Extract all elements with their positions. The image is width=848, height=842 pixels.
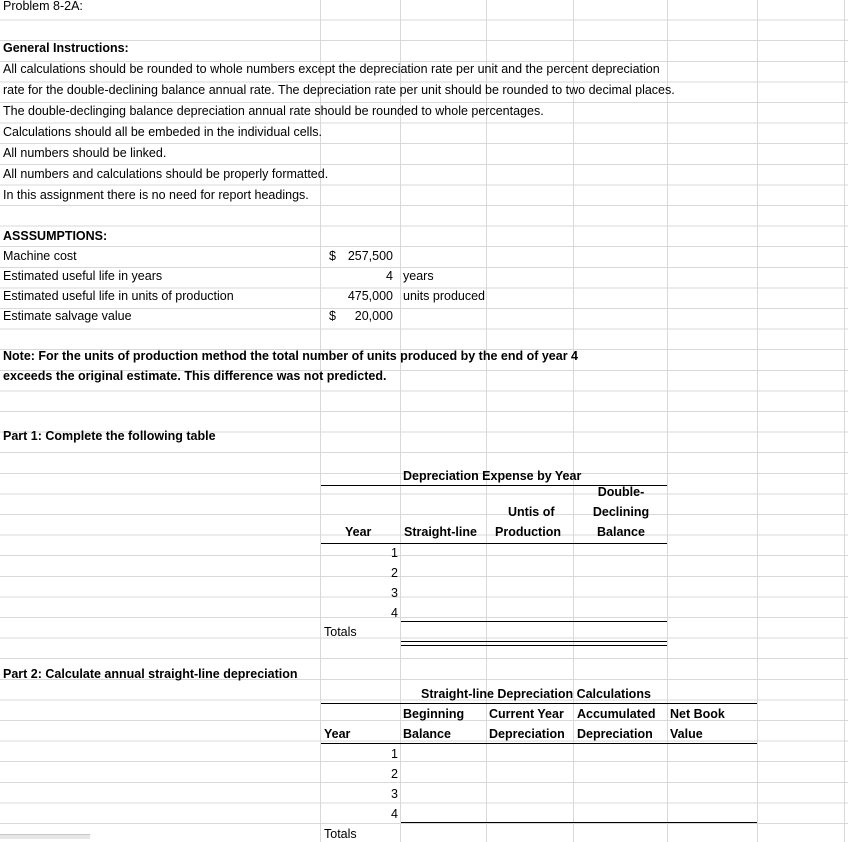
assumption-label-salvage: Estimate salvage value — [3, 309, 132, 323]
part1-total-border — [401, 621, 667, 622]
part1-heading: Part 1: Complete the following table — [3, 429, 216, 443]
note-line: exceeds the original estimate. This difference was not predicted. — [3, 369, 387, 383]
instruction-line: In this assignment there is no need for report headings. — [3, 188, 309, 202]
instruction-line: All numbers should be linked. — [3, 146, 167, 160]
assumption-value-machine-cost[interactable]: 257,500 — [347, 249, 393, 263]
instruction-line: rate for the double-declining balance annual rate. The depreciation rate per unit should be rounded to two decimal places. — [3, 83, 675, 97]
part1-header-border — [321, 543, 667, 544]
assumption-currency: $ — [329, 249, 336, 263]
part2-col-net-book: Net Book — [670, 707, 725, 721]
part1-year-cell[interactable]: 2 — [391, 566, 398, 580]
part2-year-cell[interactable]: 3 — [391, 787, 398, 801]
part2-col-current-year: Depreciation — [489, 727, 565, 741]
instruction-line: All calculations should be rounded to whole numbers except the depreciation rate per unit and the percent depreciation — [3, 62, 660, 76]
assumption-unit: years — [403, 269, 434, 283]
part2-col-net-book: Value — [670, 727, 703, 741]
part1-col-uop: Production — [495, 525, 561, 539]
part1-year-cell[interactable]: 1 — [391, 546, 398, 560]
problem-title: Problem 8-2A: — [3, 0, 83, 13]
assumption-label-useful-life: Estimated useful life in years — [3, 269, 163, 283]
part2-year-cell[interactable]: 1 — [391, 747, 398, 761]
part2-header-border — [321, 743, 757, 744]
sheet-tab-strip[interactable] — [0, 834, 90, 839]
instruction-line: All numbers and calculations should be properly formatted. — [3, 167, 329, 181]
assumption-label-machine-cost: Machine cost — [3, 249, 77, 263]
note-line: Note: For the units of production method the total number of units produced by the end of year 4 — [3, 349, 578, 363]
instruction-line: The double-declinging balance depreciation annual rate should be rounded to whole percentages. — [3, 104, 544, 118]
part1-double-underline — [401, 641, 667, 646]
part2-col-accumulated: Depreciation — [577, 727, 653, 741]
part2-col-accumulated: Accumulated — [577, 707, 656, 721]
part1-col-ddb: Double- — [597, 485, 645, 499]
part1-table-title: Depreciation Expense by Year — [403, 469, 582, 483]
part2-col-current-year: Current Year — [489, 707, 564, 721]
part1-totals-label: Totals — [324, 625, 357, 639]
part2-title-border — [321, 703, 757, 704]
part2-col-beginning: Beginning — [403, 707, 465, 721]
assumption-value-salvage[interactable]: 20,000 — [354, 309, 393, 323]
part1-col-straight-line: Straight-line — [404, 525, 477, 539]
part2-total-border — [401, 822, 757, 823]
part2-heading: Part 2: Calculate annual straight-line depreciation — [3, 667, 298, 681]
part2-year-cell[interactable]: 4 — [391, 807, 398, 821]
instruction-line: Calculations should all be embeded in the individual cells. — [3, 125, 322, 139]
part1-col-uop: Untis of — [508, 505, 555, 519]
part2-col-beginning: Balance — [403, 727, 451, 741]
assumption-label-units: Estimated useful life in units of production — [3, 289, 234, 303]
part1-col-year: Year — [345, 525, 372, 539]
part2-year-cell[interactable]: 2 — [391, 767, 398, 781]
part1-col-ddb: Declining — [592, 505, 650, 519]
part1-year-cell[interactable]: 3 — [391, 586, 398, 600]
part2-table-title: Straight-line Depreciation Calculations — [421, 687, 651, 701]
part2-col-year: Year — [324, 727, 351, 741]
part2-totals-label: Totals — [324, 827, 357, 841]
part1-col-ddb: Balance — [597, 525, 645, 539]
assumptions-heading: ASSSUMPTIONS: — [3, 229, 108, 243]
assumption-currency: $ — [329, 309, 336, 323]
part1-year-cell[interactable]: 4 — [391, 606, 398, 620]
assumption-value-useful-life[interactable]: 4 — [386, 269, 393, 283]
instructions-heading: General Instructions: — [3, 41, 129, 55]
assumption-unit: units produced — [403, 289, 486, 303]
assumption-value-units[interactable]: 475,000 — [347, 289, 393, 303]
